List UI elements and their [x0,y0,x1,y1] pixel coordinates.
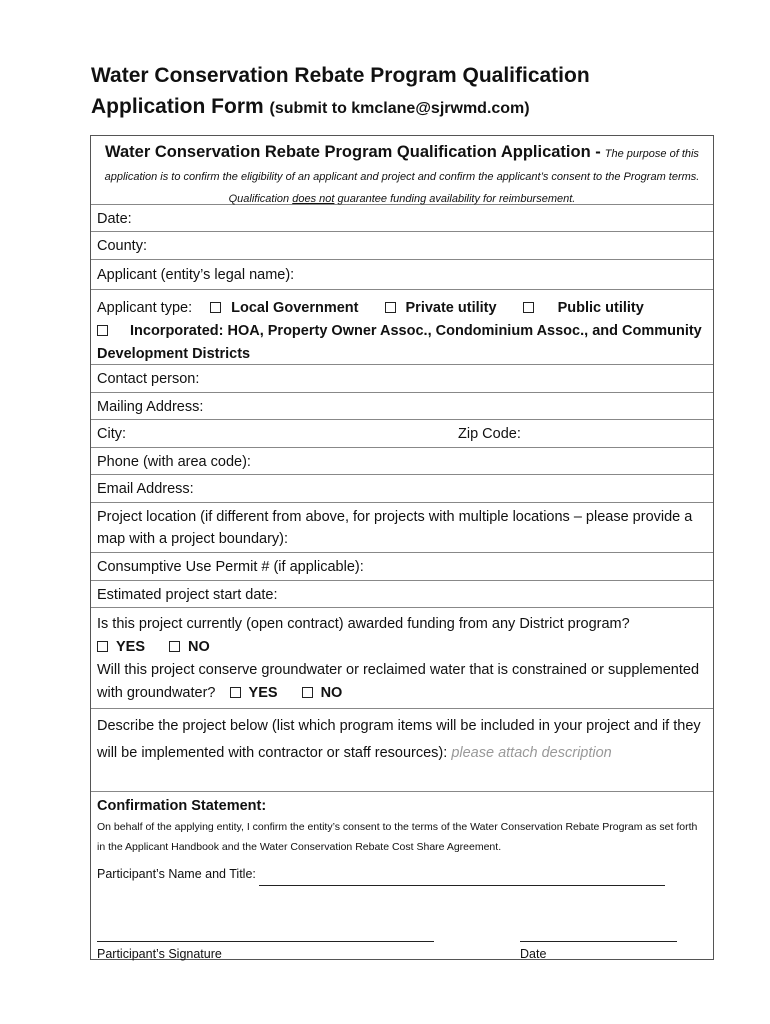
start-date-field[interactable]: Estimated project start date: [91,580,713,607]
project-description-field[interactable]: Describe the project below (list which program items will be included in your project and if they will be implemented with contractor or staff resources): please attach description [91,708,713,791]
signature-line[interactable] [97,919,434,942]
funding-questions: Is this project currently (open contract) awarded funding from any District program? YES NO Will this project conserve groundwater or reclaimed water that is constrained or supplemented with groundwater? YES NO [91,607,713,708]
signature-date-label: Date [520,947,547,961]
purpose-text: The purpose of this application is to confirm the eligibility of an applicant and project and confirm the applicant’s consent to the Program terms. Qualification does not guarantee funding availability for reimbursement. [104,148,700,205]
name-title-line[interactable] [259,863,665,886]
phone-field[interactable]: Phone (with area code): [91,447,713,474]
form-heading: Water Conservation Rebate Program Qualification Application - [105,143,601,161]
title-line1: Water Conservation Rebate Program Qualification [91,64,590,87]
form-header [91,136,713,204]
application-form [90,135,714,960]
q2-yes-checkbox[interactable] [230,687,241,698]
title-form-label: Application Form [91,95,264,118]
confirmation-section [91,791,713,959]
confirmation-text: On behalf of the applying entity, I confirm the entity’s consent to the terms of the Water Conservation Rebate Program as set forth in the Applicant Handbook and the Water Conservation Rebate Cost Share Agreement. [97,821,698,853]
date-line[interactable] [520,919,677,942]
cup-field[interactable]: Consumptive Use Permit # (if applicable): [91,552,713,580]
mailing-address-field[interactable]: Mailing Address: [91,392,713,419]
applicant-type-field: Applicant type: Local Government Private utility Public utility Incorporated: HOA, Property Owner Assoc., Condominium Assoc., and Community Development Districts [91,289,713,364]
public-utility-checkbox[interactable] [523,302,534,313]
name-title-label: Participant’s Name and Title: [97,867,256,881]
title-line2 [91,91,731,124]
groundwater-question: Will this project conserve groundwater or reclaimed water that is constrained or supplemented with groundwater? [97,662,700,701]
contact-person-field[interactable]: Contact person: [91,364,713,392]
project-location-field[interactable]: Project location (if different from above, for projects with multiple locations – please provide a map with a project boundary): [91,502,713,552]
confirmation-title: Confirmation Statement: [97,798,267,814]
email-field[interactable]: Email Address: [91,474,713,502]
signature-lines [97,919,707,935]
private-utility-checkbox[interactable] [385,302,396,313]
submit-note: (submit to kmclane@sjrwmd.com) [269,100,530,117]
name-title-row [97,863,707,886]
city-zip-row [91,419,713,447]
county-field[interactable]: County: [91,231,713,259]
city-field[interactable]: City: [97,426,126,442]
q1-yes-checkbox[interactable] [97,641,108,652]
date-field[interactable]: Date: [91,204,713,231]
local-government-checkbox[interactable] [210,302,221,313]
signature-label: Participant’s Signature [97,947,222,961]
signature-labels [97,943,707,963]
incorporated-checkbox[interactable] [97,325,108,336]
zip-field[interactable]: Zip Code: [458,426,521,442]
does-not-text: does not [292,193,335,205]
applicant-name-field[interactable]: Applicant (entity’s legal name): [91,259,713,289]
q1-no-checkbox[interactable] [169,641,180,652]
funding-question: Is this project currently (open contract) awarded funding from any District program? [97,616,630,632]
page-title [91,60,731,124]
description-placeholder: please attach description [451,745,612,761]
q2-no-checkbox[interactable] [302,687,313,698]
